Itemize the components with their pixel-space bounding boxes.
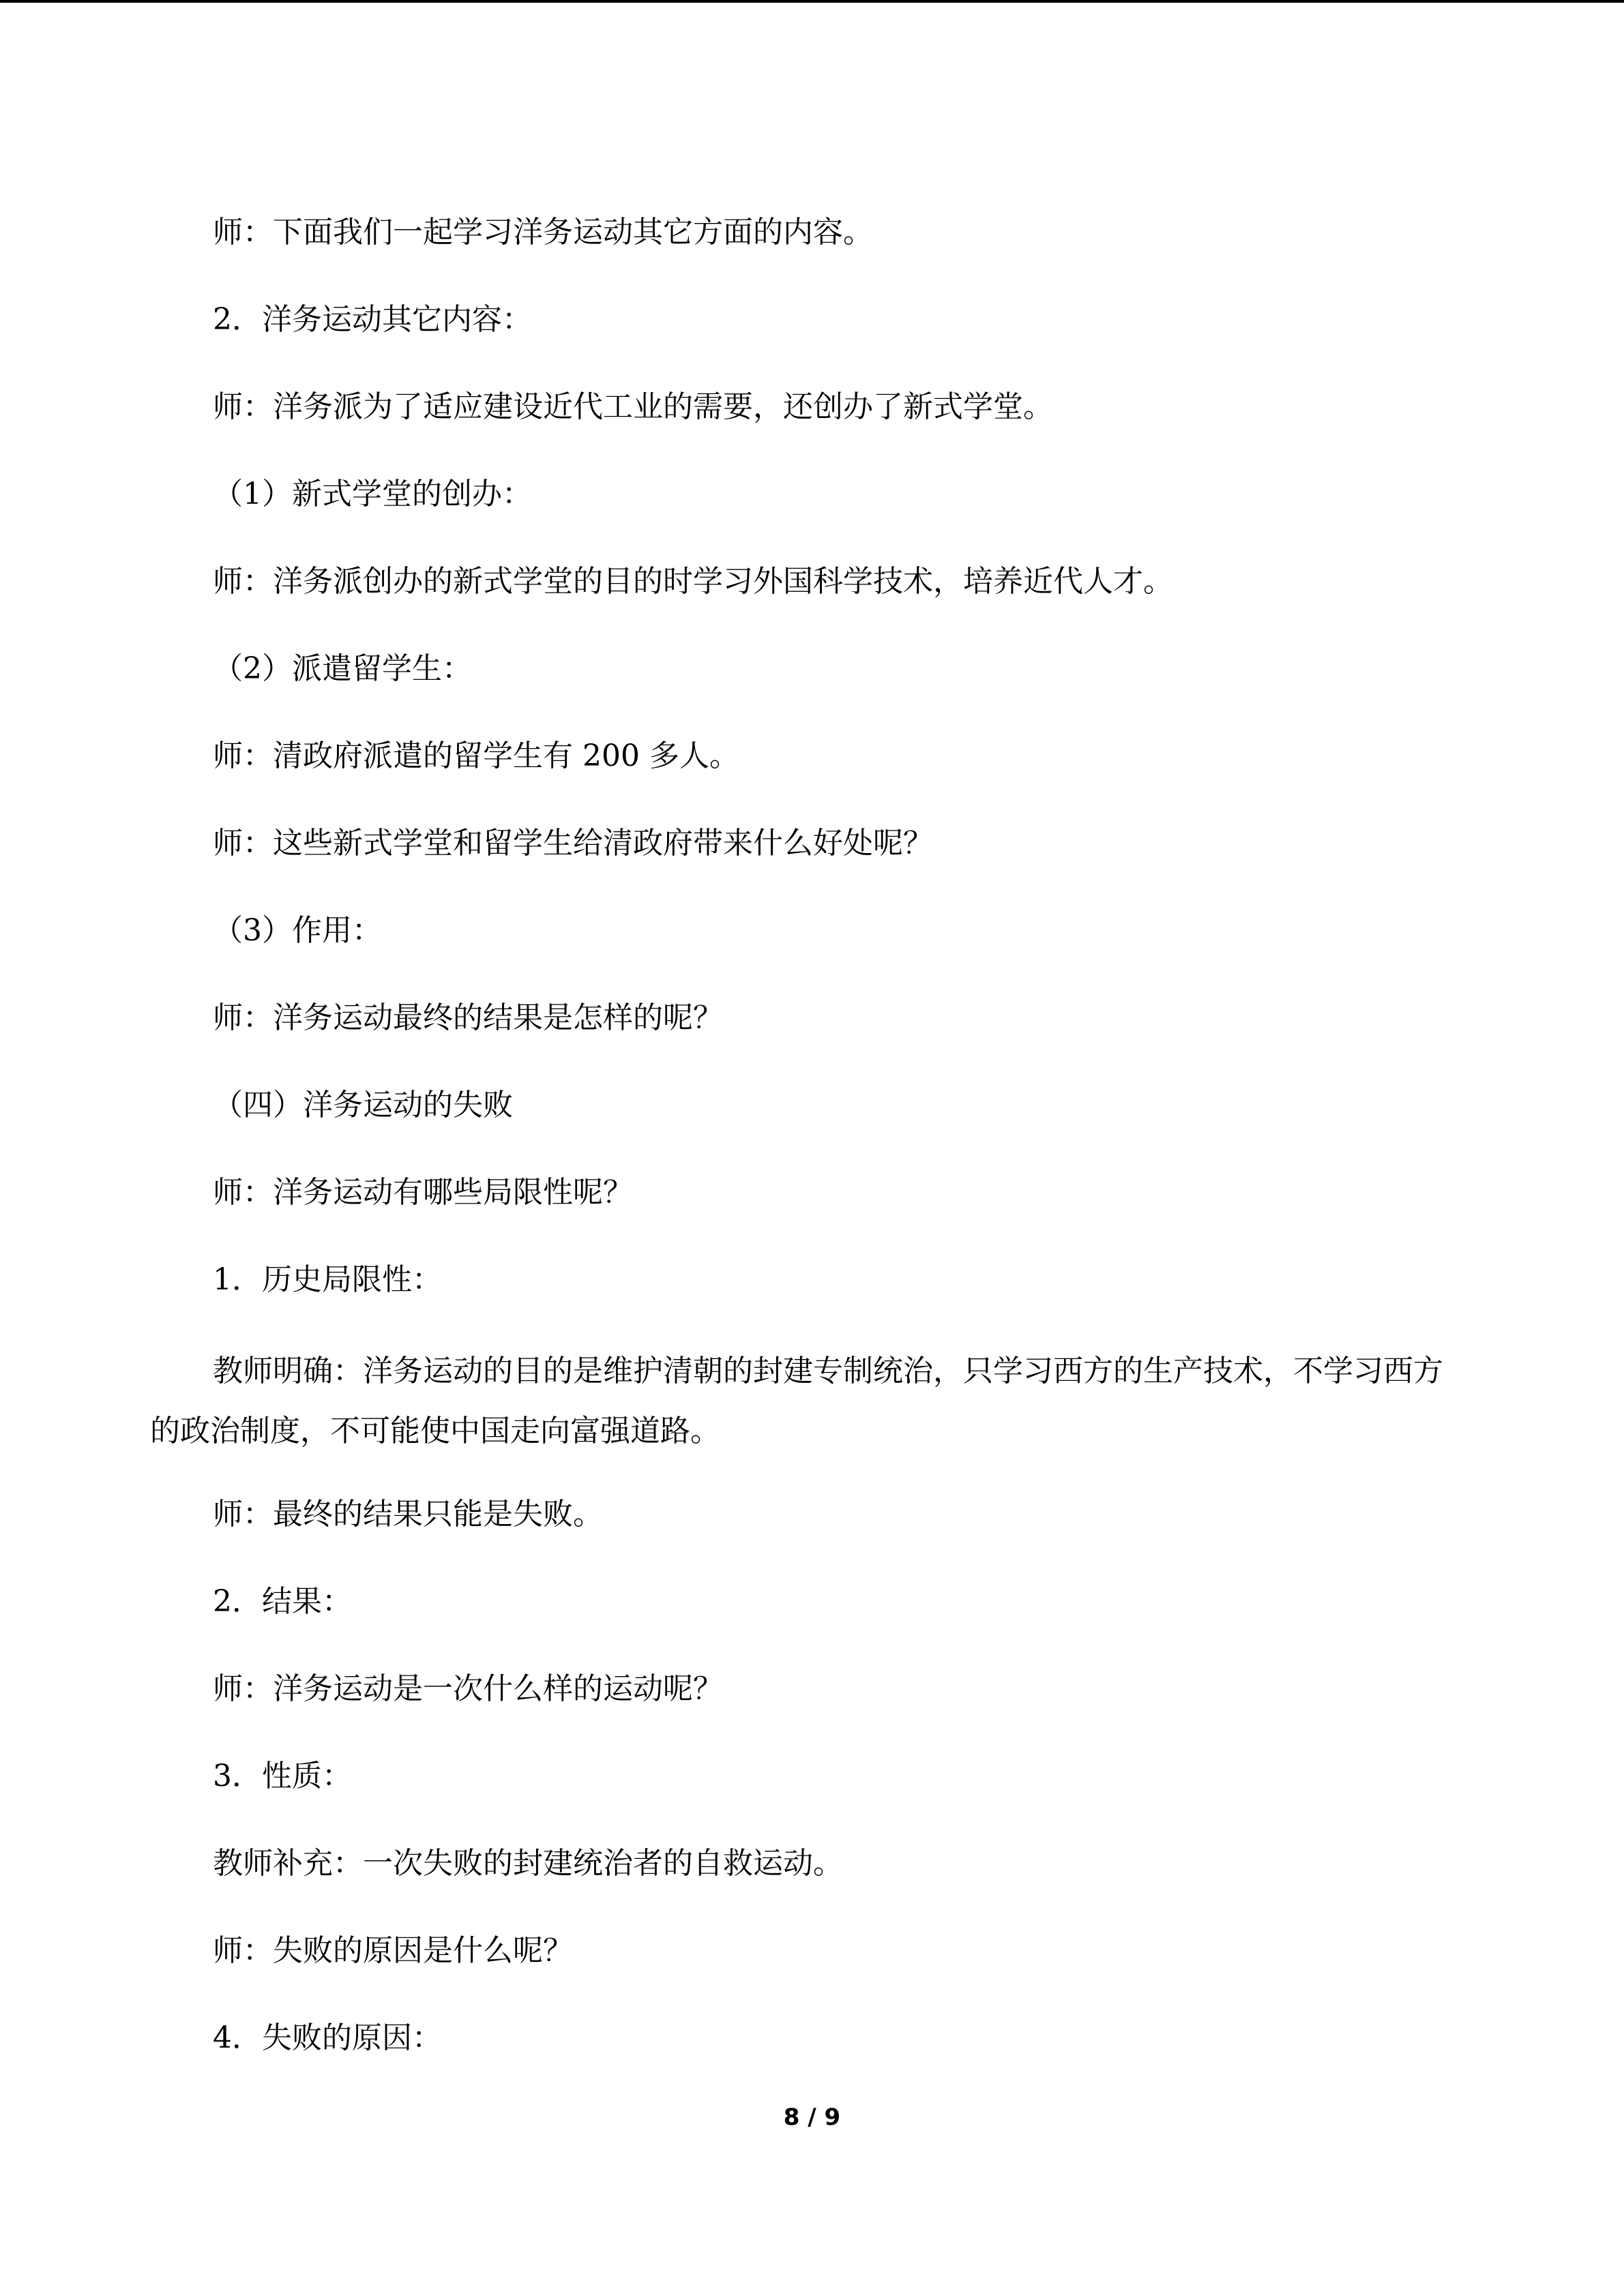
section-heading: 2．洋务运动其它内容： — [213, 302, 532, 337]
paragraph: 师：这些新式学堂和留学生给清政府带来什么好处呢？ — [213, 826, 933, 861]
section-heading: 1．历史局限性： — [213, 1262, 442, 1297]
paragraph: 师：失败的原因是什么呢？ — [213, 1933, 573, 1968]
paragraph: 师：洋务运动最终的结果是怎样的呢？ — [213, 1000, 723, 1035]
paragraph: 教师明确：洋务运动的目的是维护清朝的封建专制统治，只学习西方的生产技术，不学习西方的政治制度，不可能使中国走向富强道路。 — [150, 1354, 1443, 1448]
section-heading: 3．性质： — [213, 1759, 352, 1793]
subsection-heading: （3）作用： — [213, 913, 382, 948]
paragraph: 师：洋务派创办的新式学堂的目的时学习外国科学技术，培养近代人才。 — [213, 564, 1173, 599]
section-heading: 2．结果： — [213, 1584, 352, 1619]
paragraph: 师：洋务派为了适应建设近代工业的需要，还创办了新式学堂。 — [213, 389, 1053, 424]
subsection-heading: （2）派遣留学生： — [213, 651, 472, 686]
paragraph: 师：下面我们一起学习洋务运动其它方面的内容。 — [213, 215, 873, 250]
section-heading: 4．失败的原因： — [213, 2021, 442, 2055]
page-number: 8 / 9 — [783, 2104, 841, 2131]
paragraph: 师：洋务运动有哪些局限性呢？ — [213, 1175, 633, 1210]
paragraph: 师：最终的结果只能是失败。 — [213, 1497, 603, 1532]
paragraph: 教师补充：一次失败的封建统治者的自救运动。 — [213, 1846, 843, 1881]
subsection-heading: （1）新式学堂的创办： — [213, 477, 532, 511]
paragraph: 师：洋务运动是一次什么样的运动呢？ — [213, 1671, 723, 1706]
page-top-border — [0, 0, 1624, 3]
paragraph: 师：清政府派遣的留学生有 200 多人。 — [213, 739, 739, 773]
document-body — [150, 207, 1460, 2100]
section-heading: （四）洋务运动的失败 — [213, 1088, 513, 1122]
